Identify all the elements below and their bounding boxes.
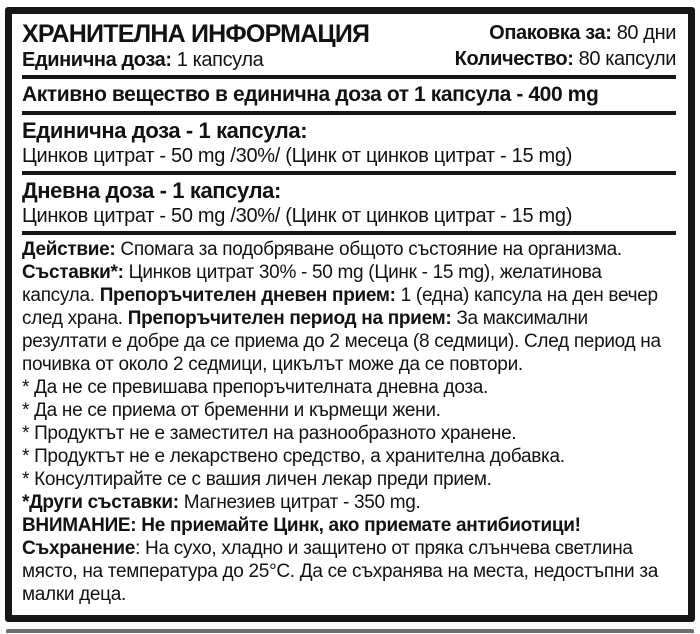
ingredients-label: Съставки*: (22, 262, 124, 283)
single-dose-label: Единична доза: (22, 49, 172, 71)
quantity-value: 80 капсули (573, 48, 676, 70)
storage-label: Съхранение (22, 538, 136, 559)
section-divider (22, 75, 676, 79)
active-substance-line: Активно вещество в единична доза от 1 капсула - 400 mg (22, 83, 599, 106)
daily-intake-label: Препоръчителен дневен прием: (99, 285, 396, 306)
single-dose-heading: Единична доза - 1 капсула: (22, 118, 308, 143)
next-label-top-edge (6, 629, 694, 633)
quantity-line (455, 46, 676, 72)
warning-line: * Продуктът не е заместител на разнообразното хранене. (22, 423, 517, 444)
section-divider (22, 171, 676, 175)
single-dose-value: 1 капсула (171, 49, 264, 71)
single-dose-section (22, 118, 676, 168)
other-ingredients-text: Магнезиев цитрат - 350 mg. (178, 492, 421, 513)
single-dose-header-line (22, 48, 369, 72)
ingredients-text: Цинков цитрат 30% - 50 mg (Цинк - 15 mg), желатинова капсула. (22, 262, 602, 306)
storage-paragraph (22, 537, 676, 606)
daily-dose-heading: Дневна доза - 1 капсула: (22, 178, 281, 203)
label-header (22, 20, 676, 72)
warning-line: * Да не се приема от бременни и кърмещи жени. (22, 400, 441, 421)
daily-dose-content: Цинков цитрат - 50 mg /30%/ (Цинк от цинков цитрат - 15 mg) (22, 205, 573, 227)
package-duration-value: 80 дни (611, 22, 676, 44)
attention-line: ВНИМАНИЕ: Не приемайте Цинк, ако приемате антибиотици! (22, 515, 581, 536)
details-paragraph (22, 238, 676, 376)
warning-line: * Продуктът не е лекарствено средство, а хранителна добавка. (22, 446, 565, 467)
nutrition-label-box (5, 7, 695, 622)
section-divider (22, 231, 676, 235)
intake-period-label: Препоръчителен период на прием: (127, 308, 452, 329)
warning-line: * Консултирайте се с вашия личен лекар преди прием. (22, 469, 492, 490)
page-title: ХРАНИТЕЛНА ИНФОРМАЦИЯ (22, 20, 370, 48)
storage-text: : На сухо, хладно и защитено от пряка слънчева светлина място, на температура до 25°C. Да се съхранява на места, недостъпни за малки деца. (22, 538, 659, 605)
header-right (455, 20, 676, 72)
details-block (22, 238, 676, 606)
action-label: Действие: (22, 239, 116, 260)
daily-dose-section (22, 178, 676, 228)
action-text: Спомага за подобряване общото състояние на организма. (115, 239, 622, 260)
daily-intake-text: 1 (една) капсула на ден вечер след храна. (22, 285, 658, 329)
quantity-label: Количество: (454, 48, 574, 70)
warning-line: * Да не се превишава препоръчителната дневна доза. (22, 377, 489, 398)
intake-period-text: За максимални резултати е добре да се приема до 2 месеца (8 седмици). След период на почивка от около 2 седмици, цикълът може да се повтори. (22, 308, 661, 375)
package-duration-line (455, 20, 676, 46)
section-divider (22, 111, 676, 115)
other-ingredients-label: *Други съставки: (22, 492, 179, 513)
single-dose-content: Цинков цитрат - 50 mg /30%/ (Цинк от цинков цитрат - 15 mg) (22, 145, 573, 167)
package-duration-label: Опаковка за: (489, 22, 612, 44)
other-ingredients-line (22, 491, 676, 514)
header-left (22, 20, 369, 72)
